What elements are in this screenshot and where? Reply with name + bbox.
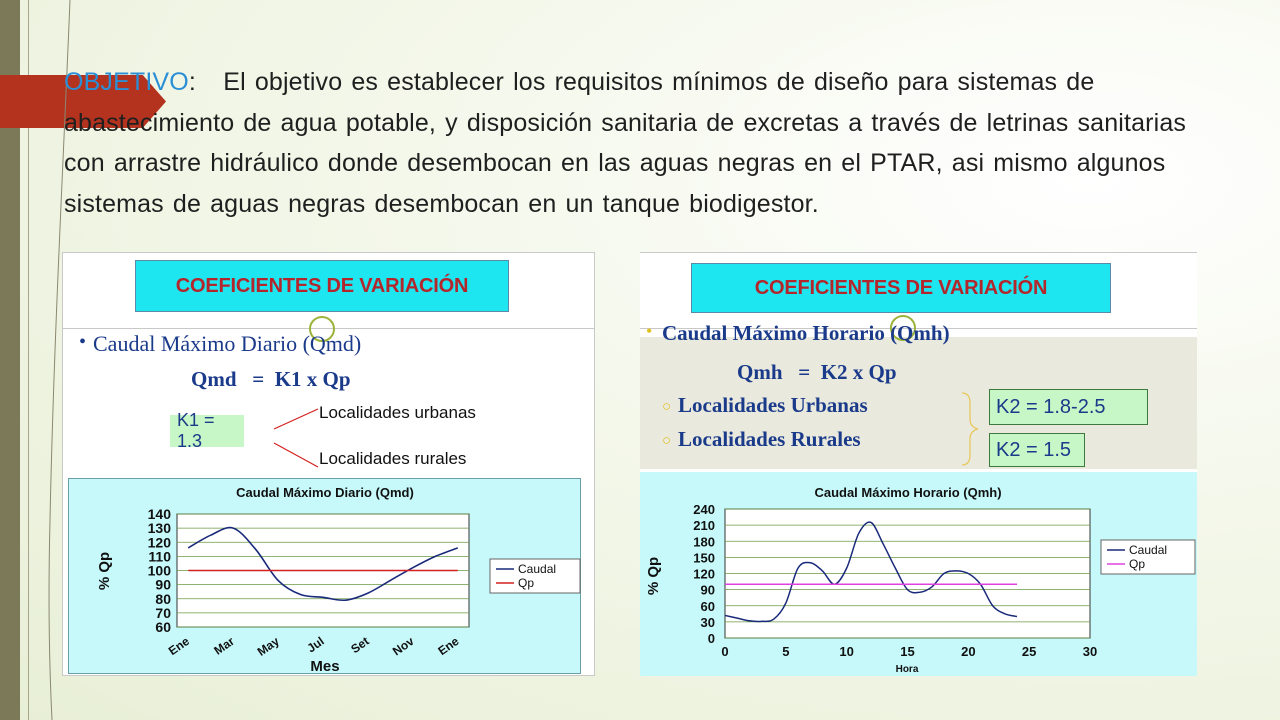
qmd-ytick-label: 130 xyxy=(147,520,171,537)
qmh-ytick-label: 60 xyxy=(700,598,715,614)
right-embedded-slide xyxy=(640,252,1197,676)
right-k2-rural-value: K2 = 1.5 xyxy=(996,438,1072,461)
legend-label-qp: Qp xyxy=(1129,557,1146,571)
qmd-xtick-label: Ene xyxy=(435,633,462,659)
left-k1-value: K1 = 1.3 xyxy=(177,410,215,451)
qmh-xtick-label: 25 xyxy=(1021,644,1037,659)
left-rural-label: Localidades rurales xyxy=(319,449,467,468)
right-k2-urban-value: K2 = 1.8-2.5 xyxy=(996,395,1106,418)
qmh-ytick-label: 150 xyxy=(693,550,715,566)
left-urban-label: Localidades urbanas xyxy=(319,403,476,422)
qmd-ytick-label: 70 xyxy=(155,604,171,621)
qmd-xtick-label: Ene xyxy=(165,633,192,659)
qmd-y-axis-label: % Qp xyxy=(96,551,113,591)
qmh-chart-title: Caudal Máximo Horario (Qmh) xyxy=(814,485,1002,500)
qmh-xtick-label: 5 xyxy=(782,644,790,659)
qmh-ytick-label: 120 xyxy=(693,566,715,582)
right-rural-label: Localidades Rurales xyxy=(678,427,861,451)
qmd-chart-frame xyxy=(68,478,581,674)
qmd-ytick-label: 140 xyxy=(147,506,171,522)
right-rural-circle-icon: ○ xyxy=(662,432,672,449)
qmh-xtick-label: 10 xyxy=(839,644,854,659)
qmd-chart-title: Caudal Máximo Diario (Qmd) xyxy=(236,485,414,500)
qmh-x-axis-label: Hora xyxy=(895,664,919,675)
qmd-ytick-label: 100 xyxy=(147,562,171,579)
left-k1-box xyxy=(170,410,244,451)
qmd-xtick-label: Nov xyxy=(389,633,417,659)
qmh-ytick-label: 240 xyxy=(693,502,715,517)
right-header-box xyxy=(691,263,1111,313)
right-header-title: COEFICIENTES DE VARIACIÓN xyxy=(754,276,1048,299)
objective-paragraph xyxy=(64,62,1214,224)
qmh-ytick-label: 90 xyxy=(700,582,715,598)
qmh-ytick-label: 0 xyxy=(707,631,715,646)
right-bullet-dot: • xyxy=(646,321,653,341)
qmh-y-axis-label: % Qp xyxy=(645,556,662,596)
qmd-xtick-label: Jul xyxy=(304,633,327,656)
right-formula: Qmh = K2 x Qp xyxy=(737,360,897,384)
objective-text: El objetivo es establecer los requisitos mínimos de diseño para sistemas de abastecimiento de agua potable, y disposición sanitaria de excretas a través de letrinas sanitarias con arrastre hidráulico donde desembocan en las aguas negras en el PTAR, asi mismo algunos sistemas de aguas negras desembocan en un tanque biodigestor. xyxy=(64,68,1187,218)
left-embedded-slide xyxy=(62,252,595,676)
qmh-xtick-label: 15 xyxy=(900,644,915,659)
qmd-ytick-label: 120 xyxy=(147,534,171,551)
qmh-chart xyxy=(640,472,1197,676)
right-k2-urban-box xyxy=(989,389,1148,425)
qmd-ytick-label: 90 xyxy=(155,576,171,593)
right-k2-rural-box xyxy=(989,433,1085,467)
qmd-ytick-label: 80 xyxy=(155,590,171,607)
qmd-xtick-label: Set xyxy=(348,633,372,657)
right-bullet-text: Caudal Máximo Horario (Qmh) xyxy=(662,321,950,345)
legend-label-caudal: Caudal xyxy=(518,562,557,576)
left-bullet-text: Caudal Máximo Diario (Qmd) xyxy=(93,331,362,356)
left-bullet-dot: • xyxy=(79,331,87,353)
qmd-ytick-label: 60 xyxy=(155,619,171,635)
right-urban-label: Localidades Urbanas xyxy=(678,393,868,417)
qmh-chart-frame xyxy=(640,472,1197,676)
qmd-xtick-label: Mar xyxy=(211,633,237,658)
qmh-ytick-label: 210 xyxy=(693,518,715,534)
left-formula: Qmd = K1 x Qp xyxy=(191,367,351,391)
legend-label-qp: Qp xyxy=(518,576,535,590)
qmd-chart xyxy=(69,479,582,675)
objective-label: OBJETIVO xyxy=(64,68,189,96)
right-brace-icon xyxy=(956,389,992,469)
left-header-box xyxy=(135,260,509,312)
qmh-xtick-label: 20 xyxy=(961,644,976,659)
qmh-ytick-label: 30 xyxy=(700,614,715,630)
qmh-xtick-label: 30 xyxy=(1082,644,1098,659)
qmd-x-axis-label: Mes xyxy=(310,658,340,675)
left-header-title: COEFICIENTES DE VARIACIÓN xyxy=(175,274,469,297)
right-urban-circle-icon: ○ xyxy=(662,398,672,415)
objective-colon: : xyxy=(188,68,196,96)
qmh-xtick-label: 0 xyxy=(721,644,729,659)
qmh-ytick-label: 180 xyxy=(693,534,715,550)
legend-label-caudal: Caudal xyxy=(1129,543,1168,557)
qmd-xtick-label: May xyxy=(254,633,282,659)
qmd-ytick-label: 110 xyxy=(148,548,171,565)
